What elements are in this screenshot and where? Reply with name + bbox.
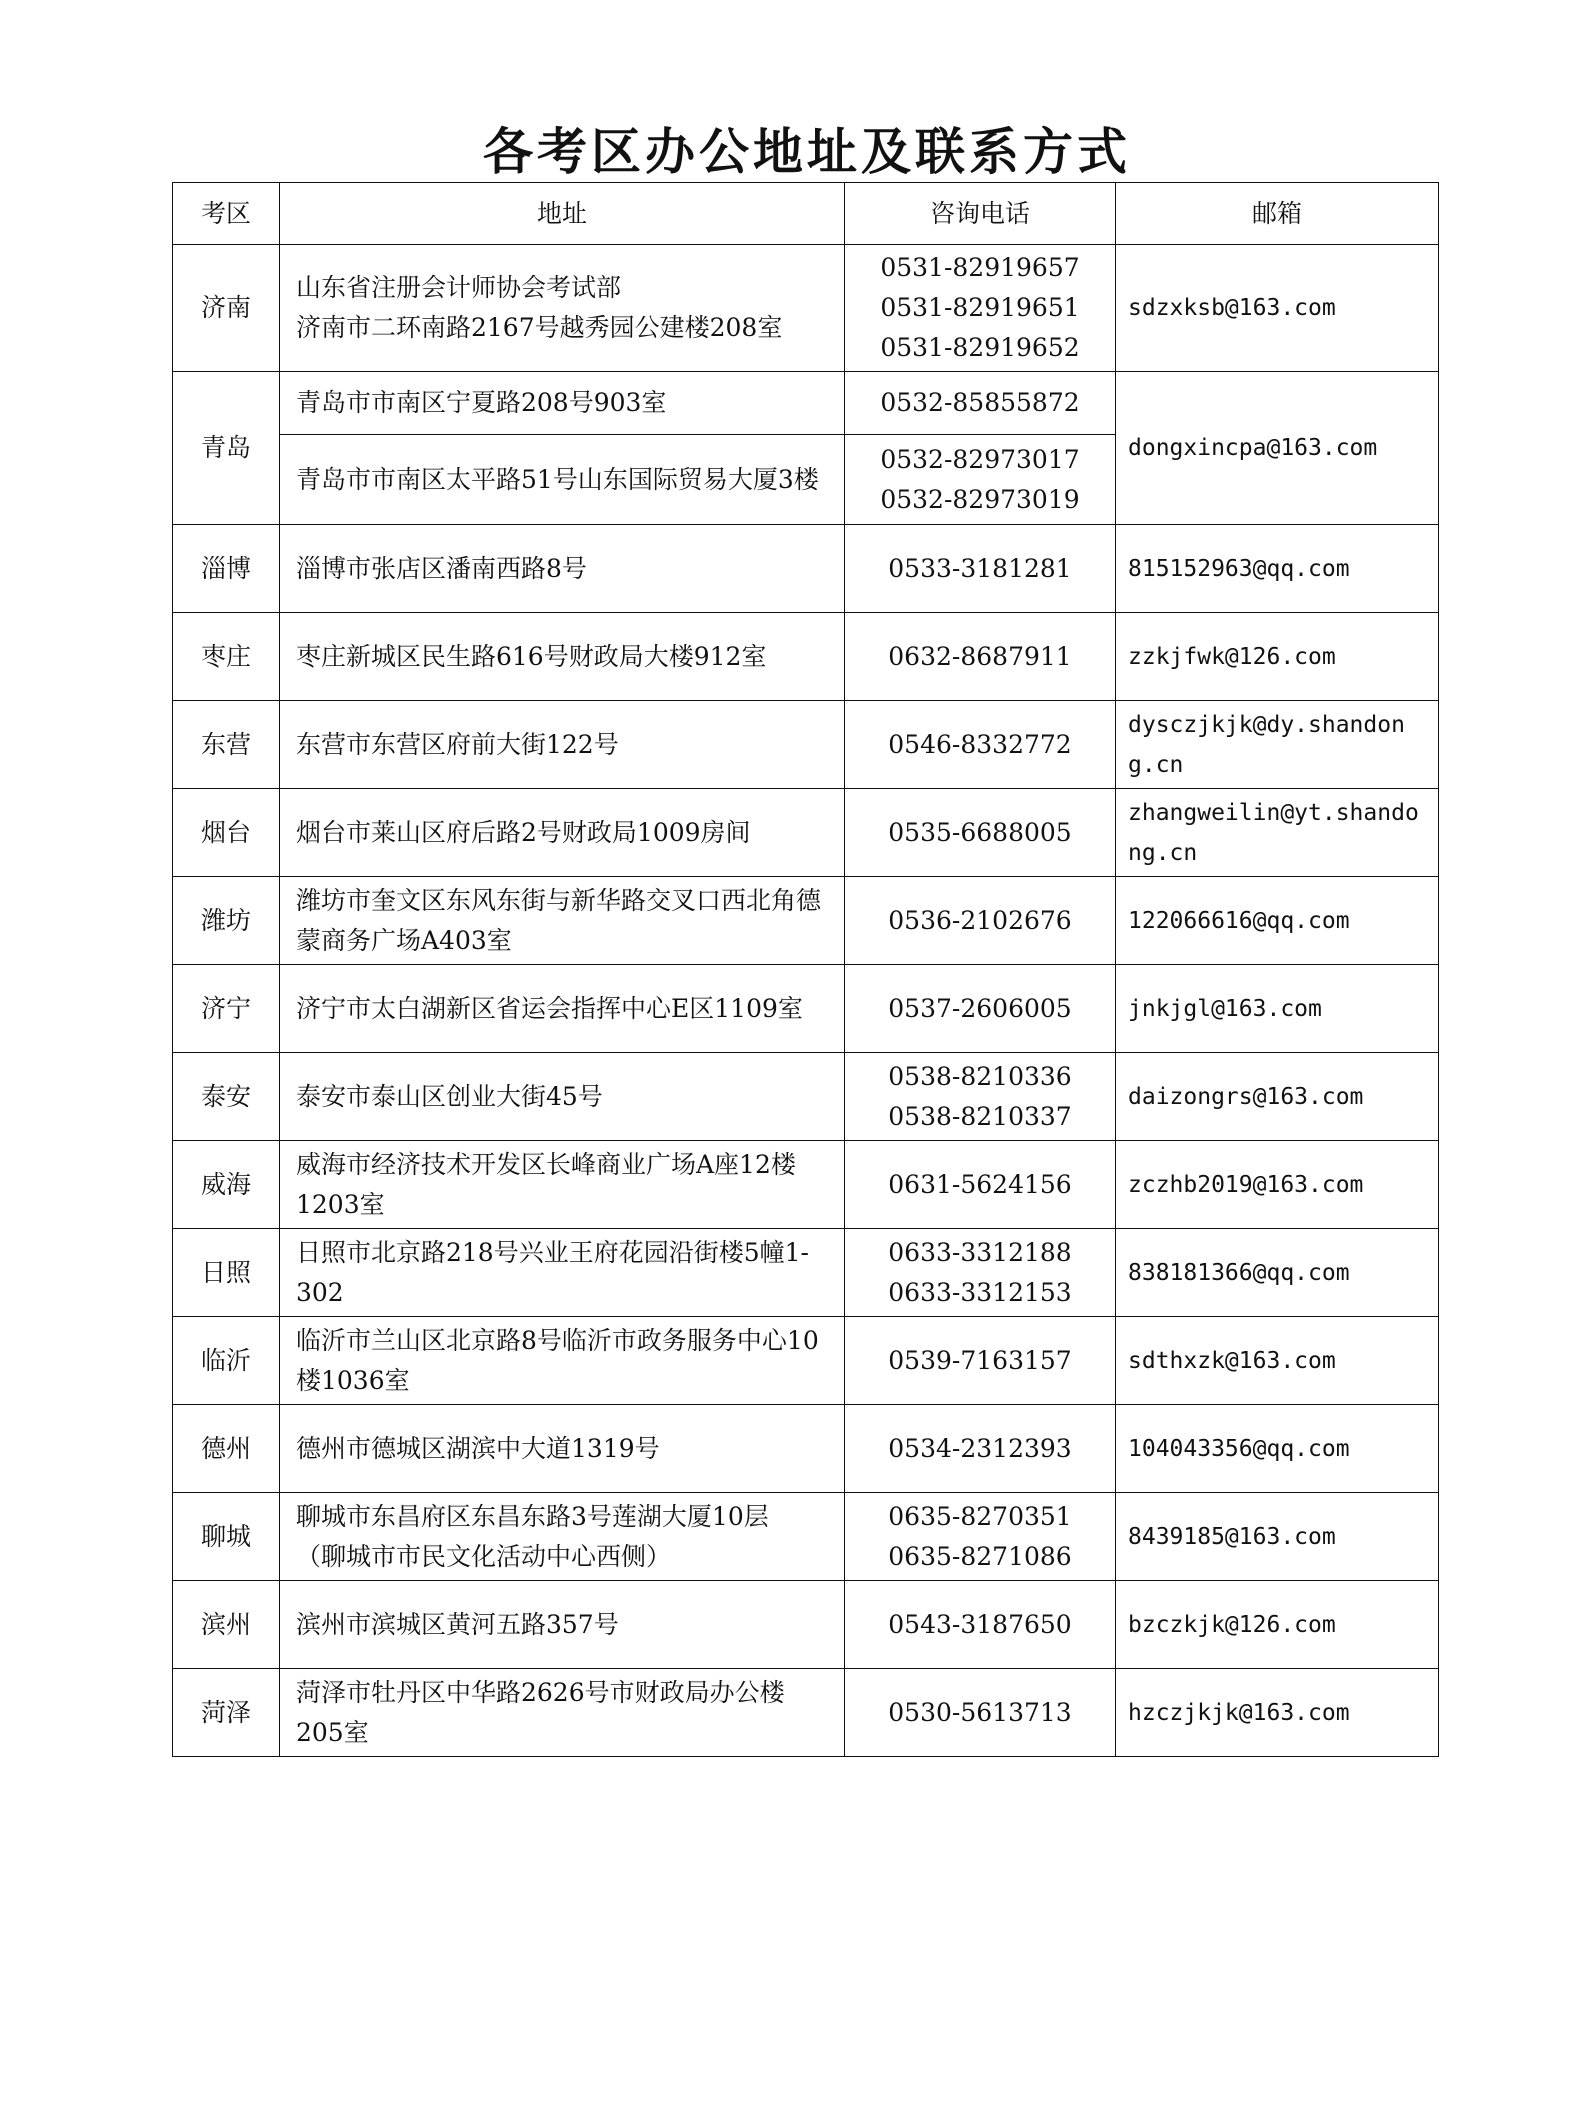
table-row xyxy=(173,1669,1439,1757)
phone-cell xyxy=(845,789,1116,877)
address-line: 枣庄新城区民生路616号财政局大楼912室 xyxy=(296,641,767,671)
email-cell: bzczkjk@126.com xyxy=(1116,1581,1439,1669)
table-row xyxy=(173,877,1439,965)
table-row xyxy=(173,701,1439,789)
address-line: 济宁市太白湖新区省运会指挥中心E区1109室 xyxy=(296,993,803,1023)
address-cell xyxy=(280,1581,845,1669)
region-cell: 滨州 xyxy=(173,1581,280,1669)
address-line: 临沂市兰山区北京路8号临沂市政务服务中心10楼1036室 xyxy=(296,1325,819,1395)
email-cell: jnkjgl@163.com xyxy=(1116,965,1439,1053)
address-line: 山东省注册会计师协会考试部 xyxy=(296,273,622,302)
address-cell xyxy=(280,1141,845,1229)
email-cell: sdthxzk@163.com xyxy=(1116,1317,1439,1405)
phone-cell xyxy=(845,372,1116,435)
table-row xyxy=(173,1053,1439,1141)
email-cell: dongxincpa@163.com xyxy=(1116,372,1439,525)
contact-table xyxy=(172,182,1439,1757)
email-cell: sdzxksb@163.com xyxy=(1116,245,1439,372)
address-line: 威海市经济技术开发区长峰商业广场A座12楼1203室 xyxy=(296,1149,796,1219)
email-cell: daizongrs@163.com xyxy=(1116,1053,1439,1141)
region-cell: 威海 xyxy=(173,1141,280,1229)
address-line: 青岛市市南区太平路51号山东国际贸易大厦3楼 xyxy=(296,464,819,494)
address-cell xyxy=(280,1493,845,1581)
region-cell: 日照 xyxy=(173,1229,280,1317)
table-row xyxy=(173,1317,1439,1405)
address-cell xyxy=(280,435,845,525)
phone-cell xyxy=(845,1053,1116,1141)
phone-number: 0543-3187650 xyxy=(888,1609,1072,1639)
table-row xyxy=(173,372,1439,435)
header-region: 考区 xyxy=(173,183,280,245)
region-cell: 淄博 xyxy=(173,525,280,613)
table-row xyxy=(173,1581,1439,1669)
address-line: 菏泽市牡丹区中华路2626号市财政局办公楼205室 xyxy=(296,1677,785,1747)
address-cell xyxy=(280,877,845,965)
phone-number: 0538-8210337 xyxy=(888,1101,1072,1131)
email-cell: zczhb2019@163.com xyxy=(1116,1141,1439,1229)
phone-number: 0533-3181281 xyxy=(888,553,1072,583)
phone-number: 0635-8271086 xyxy=(888,1541,1072,1571)
region-cell: 泰安 xyxy=(173,1053,280,1141)
phone-number: 0531-82919657 xyxy=(880,253,1080,282)
address-cell xyxy=(280,1229,845,1317)
email-cell: zzkjfwk@126.com xyxy=(1116,613,1439,701)
email-cell: hzczjkjk@163.com xyxy=(1116,1669,1439,1757)
address-cell xyxy=(280,789,845,877)
phone-number: 0534-2312393 xyxy=(888,1433,1072,1463)
phone-number: 0536-2102676 xyxy=(888,905,1072,935)
phone-cell xyxy=(845,1229,1116,1317)
header-address: 地址 xyxy=(280,183,845,245)
phone-number: 0530-5613713 xyxy=(888,1697,1072,1727)
phone-number: 0531-82919652 xyxy=(880,333,1080,362)
email-cell: 8439185@163.com xyxy=(1116,1493,1439,1581)
region-cell: 聊城 xyxy=(173,1493,280,1581)
phone-number: 0633-3312153 xyxy=(888,1277,1072,1307)
table-row xyxy=(173,613,1439,701)
table-row xyxy=(173,1141,1439,1229)
address-cell xyxy=(280,245,845,372)
phone-cell xyxy=(845,1493,1116,1581)
phone-cell xyxy=(845,1317,1116,1405)
address-cell xyxy=(280,1669,845,1757)
phone-number: 0532-82973017 xyxy=(880,444,1080,474)
phone-cell xyxy=(845,877,1116,965)
email-cell: zhangweilin@yt.shandong.cn xyxy=(1116,789,1439,877)
phone-cell xyxy=(845,965,1116,1053)
address-line: 济南市二环南路2167号越秀园公建楼208室 xyxy=(296,313,783,342)
address-line: （聊城市市民文化活动中心西侧） xyxy=(296,1541,672,1571)
phone-cell xyxy=(845,613,1116,701)
phone-number: 0537-2606005 xyxy=(888,993,1072,1023)
region-cell: 德州 xyxy=(173,1405,280,1493)
phone-cell xyxy=(845,1405,1116,1493)
email-cell: 815152963@qq.com xyxy=(1116,525,1439,613)
phone-cell xyxy=(845,701,1116,789)
phone-number: 0539-7163157 xyxy=(888,1345,1072,1375)
phone-number: 0535-6688005 xyxy=(888,817,1072,847)
address-line: 烟台市莱山区府后路2号财政局1009房间 xyxy=(296,817,751,847)
phone-number: 0532-82973019 xyxy=(880,484,1080,514)
table-row xyxy=(173,525,1439,613)
address-cell xyxy=(280,613,845,701)
region-cell: 枣庄 xyxy=(173,613,280,701)
phone-number: 0538-8210336 xyxy=(888,1061,1072,1091)
region-cell: 菏泽 xyxy=(173,1669,280,1757)
address-line: 日照市北京路218号兴业王府花园沿街楼5幢1-302 xyxy=(296,1237,809,1307)
address-cell xyxy=(280,525,845,613)
region-cell: 济南 xyxy=(173,245,280,372)
address-line: 淄博市张店区潘南西路8号 xyxy=(296,553,587,583)
phone-number: 0633-3312188 xyxy=(888,1237,1072,1267)
phone-cell xyxy=(845,1141,1116,1229)
email-cell: dysczjkjk@dy.shandong.cn xyxy=(1116,701,1439,789)
address-line: 滨州市滨城区黄河五路357号 xyxy=(296,1609,619,1639)
address-cell xyxy=(280,1053,845,1141)
header-email: 邮箱 xyxy=(1116,183,1439,245)
region-cell: 青岛 xyxy=(173,372,280,525)
address-cell xyxy=(280,965,845,1053)
phone-cell xyxy=(845,245,1116,372)
address-line: 泰安市泰山区创业大街45号 xyxy=(296,1081,603,1111)
address-line: 潍坊市奎文区东风东街与新华路交叉口西北角德蒙商务广场A403室 xyxy=(296,885,822,955)
address-cell xyxy=(280,1317,845,1405)
table-row xyxy=(173,965,1439,1053)
email-cell: 838181366@qq.com xyxy=(1116,1229,1439,1317)
address-line: 青岛市市南区宁夏路208号903室 xyxy=(296,388,667,417)
phone-number: 0632-8687911 xyxy=(888,641,1072,671)
address-cell xyxy=(280,372,845,435)
address-cell xyxy=(280,701,845,789)
region-cell: 东营 xyxy=(173,701,280,789)
address-line: 聊城市东昌府区东昌东路3号莲湖大厦10层 xyxy=(296,1501,769,1531)
address-line: 东营市东营区府前大街122号 xyxy=(296,729,619,759)
address-cell xyxy=(280,1405,845,1493)
phone-number: 0635-8270351 xyxy=(888,1501,1072,1531)
region-cell: 济宁 xyxy=(173,965,280,1053)
region-cell: 潍坊 xyxy=(173,877,280,965)
header-phone: 咨询电话 xyxy=(845,183,1116,245)
email-cell: 104043356@qq.com xyxy=(1116,1405,1439,1493)
table-row xyxy=(173,1405,1439,1493)
table-row xyxy=(173,1229,1439,1317)
phone-number: 0546-8332772 xyxy=(888,729,1072,759)
page-title: 各考区办公地址及联系方式 xyxy=(483,122,1131,181)
table-row xyxy=(173,789,1439,877)
region-cell: 烟台 xyxy=(173,789,280,877)
table-row xyxy=(173,1493,1439,1581)
table-row xyxy=(173,245,1439,372)
phone-cell xyxy=(845,525,1116,613)
phone-number: 0531-82919651 xyxy=(880,293,1080,322)
table-header-row xyxy=(173,183,1439,245)
table-body xyxy=(173,245,1439,1757)
email-cell: 122066616@qq.com xyxy=(1116,877,1439,965)
phone-cell xyxy=(845,1581,1116,1669)
phone-cell xyxy=(845,1669,1116,1757)
phone-number: 0631-5624156 xyxy=(888,1169,1072,1199)
phone-cell xyxy=(845,435,1116,525)
address-line: 德州市德城区湖滨中大道1319号 xyxy=(296,1433,660,1463)
phone-number: 0532-85855872 xyxy=(880,388,1080,417)
region-cell: 临沂 xyxy=(173,1317,280,1405)
